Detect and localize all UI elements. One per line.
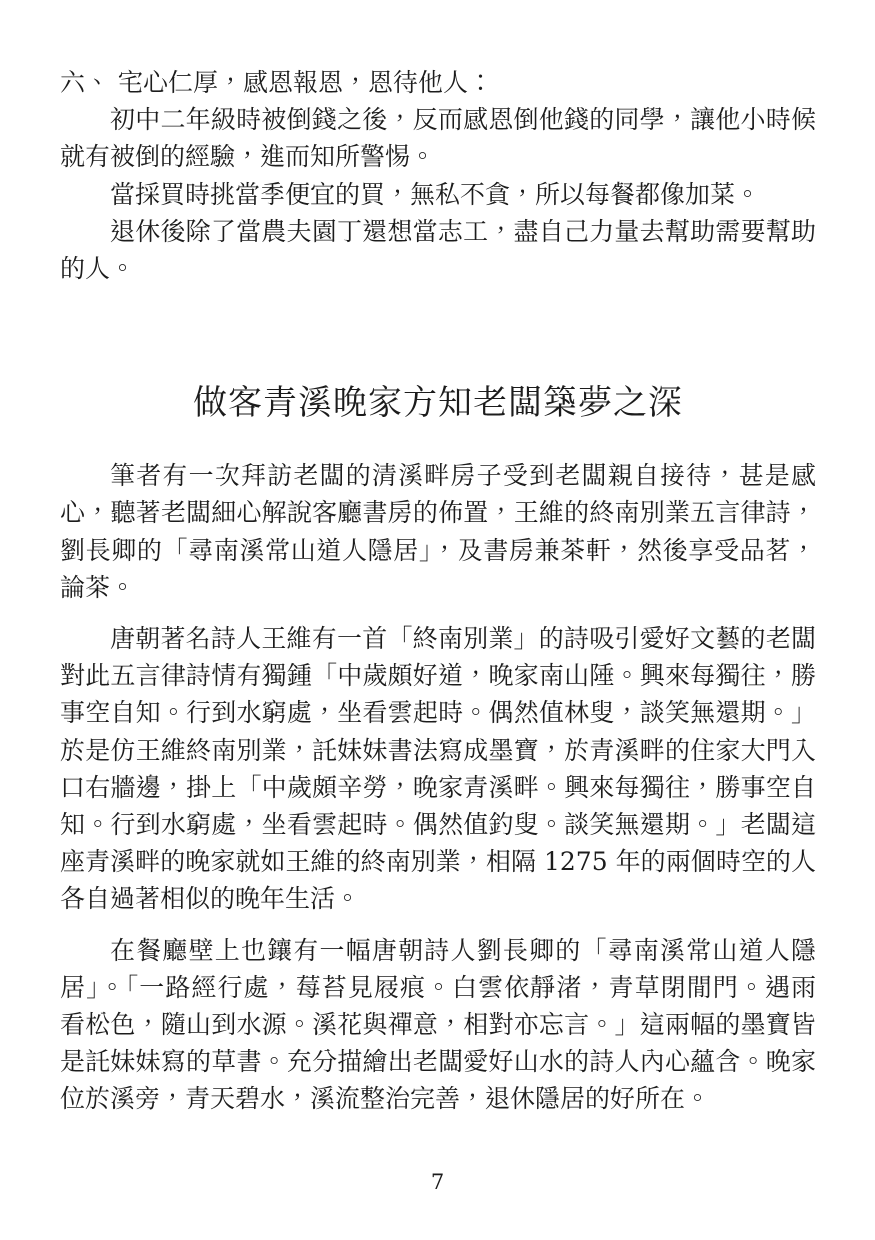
text-line: 座青溪畔的晚家就如王維的終南別業，相隔 1275 年的兩個時空的人 [60, 847, 816, 877]
text-line: 知。行到水窮處，坐看雲起時。偶然值釣叟。談笑無還期。」老闆這 [60, 810, 816, 840]
text-line: 居」。「一路經行處，莓苔見屐痕。白雲依靜渚，青草閉閒門。遇雨 [60, 972, 816, 1002]
text-line: 在餐廳壁上也鑲有一幅唐朝詩人劉長卿的「尋南溪常山道人隱 [110, 935, 816, 965]
paragraph [60, 176, 816, 213]
text-line: 唐朝著名詩人王維有一首「終南別業」的詩吸引愛好文藝的老闆 [110, 624, 816, 654]
text-line: 筆者有一次拜訪老闆的清溪畔房子受到老闆親自接待，甚是感 [110, 461, 816, 491]
text-line: 當採買時挑當季便宜的買，無私不貪，所以每餐都像加菜。 [110, 179, 761, 209]
text-line: 心，聽著老闆細心解說客廳書房的佈置，王維的終南別業五言律詩， [60, 498, 816, 528]
text-line: 看松色，隨山到水源。溪花與禪意，相對亦忘言。」這兩幅的墨寶皆 [60, 1010, 816, 1040]
text-line: 論茶。 [60, 572, 136, 602]
section-title [60, 379, 816, 427]
text-line: 事空自知。行到水窮處，坐看雲起時。偶然值林叟，談笑無還期。」 [60, 698, 816, 728]
text-line: 初中二年級時被倒錢之後，反而感恩倒他錢的同學，讓他小時候 [110, 105, 816, 135]
paragraph [60, 932, 816, 1118]
paragraph [60, 457, 816, 606]
text-line: 是託妹妹寫的草書。充分描繪出老闆愛好山水的詩人內心蘊含。晚家 [60, 1047, 816, 1077]
text-line: 做客青溪晚家方知老闆築夢之深 [193, 383, 683, 424]
text-line: 就有被倒的經驗，進而知所警惕。 [60, 142, 436, 172]
text-line: 六、 宅心仁厚，感恩報恩，恩待他人： [60, 68, 493, 97]
list-item [60, 64, 816, 101]
text-line: 各自過著相似的晚年生活。 [60, 884, 361, 914]
document-body [60, 64, 816, 1118]
paragraph [60, 101, 816, 175]
text-line: 劉長卿的「尋南溪常山道人隱居」，及書房兼茶軒，然後享受品茗， [60, 535, 816, 565]
text-line: 退休後除了當農夫園丁還想當志工，盡自己力量去幫助需要幫助 [110, 216, 816, 246]
text-line: 位於溪旁，青天碧水，溪流整治完善，退休隱居的好所在。 [60, 1084, 711, 1114]
page-number: 7 [430, 1170, 445, 1194]
text-line: 於是仿王維終南別業，託妹妹書法寫成墨寶，於青溪畔的住家大門入 [60, 735, 816, 765]
text-line: 的人。 [60, 254, 136, 284]
text-line: 口右牆邊，掛上「中歲頗辛勞，晚家青溪畔。興來每獨往，勝事空自 [60, 772, 816, 802]
text-line: 對此五言律詩情有獨鍾「中歲頗好道，晚家南山陲。興來每獨往，勝 [60, 661, 816, 691]
paragraph [60, 620, 816, 918]
paragraph [60, 213, 816, 287]
